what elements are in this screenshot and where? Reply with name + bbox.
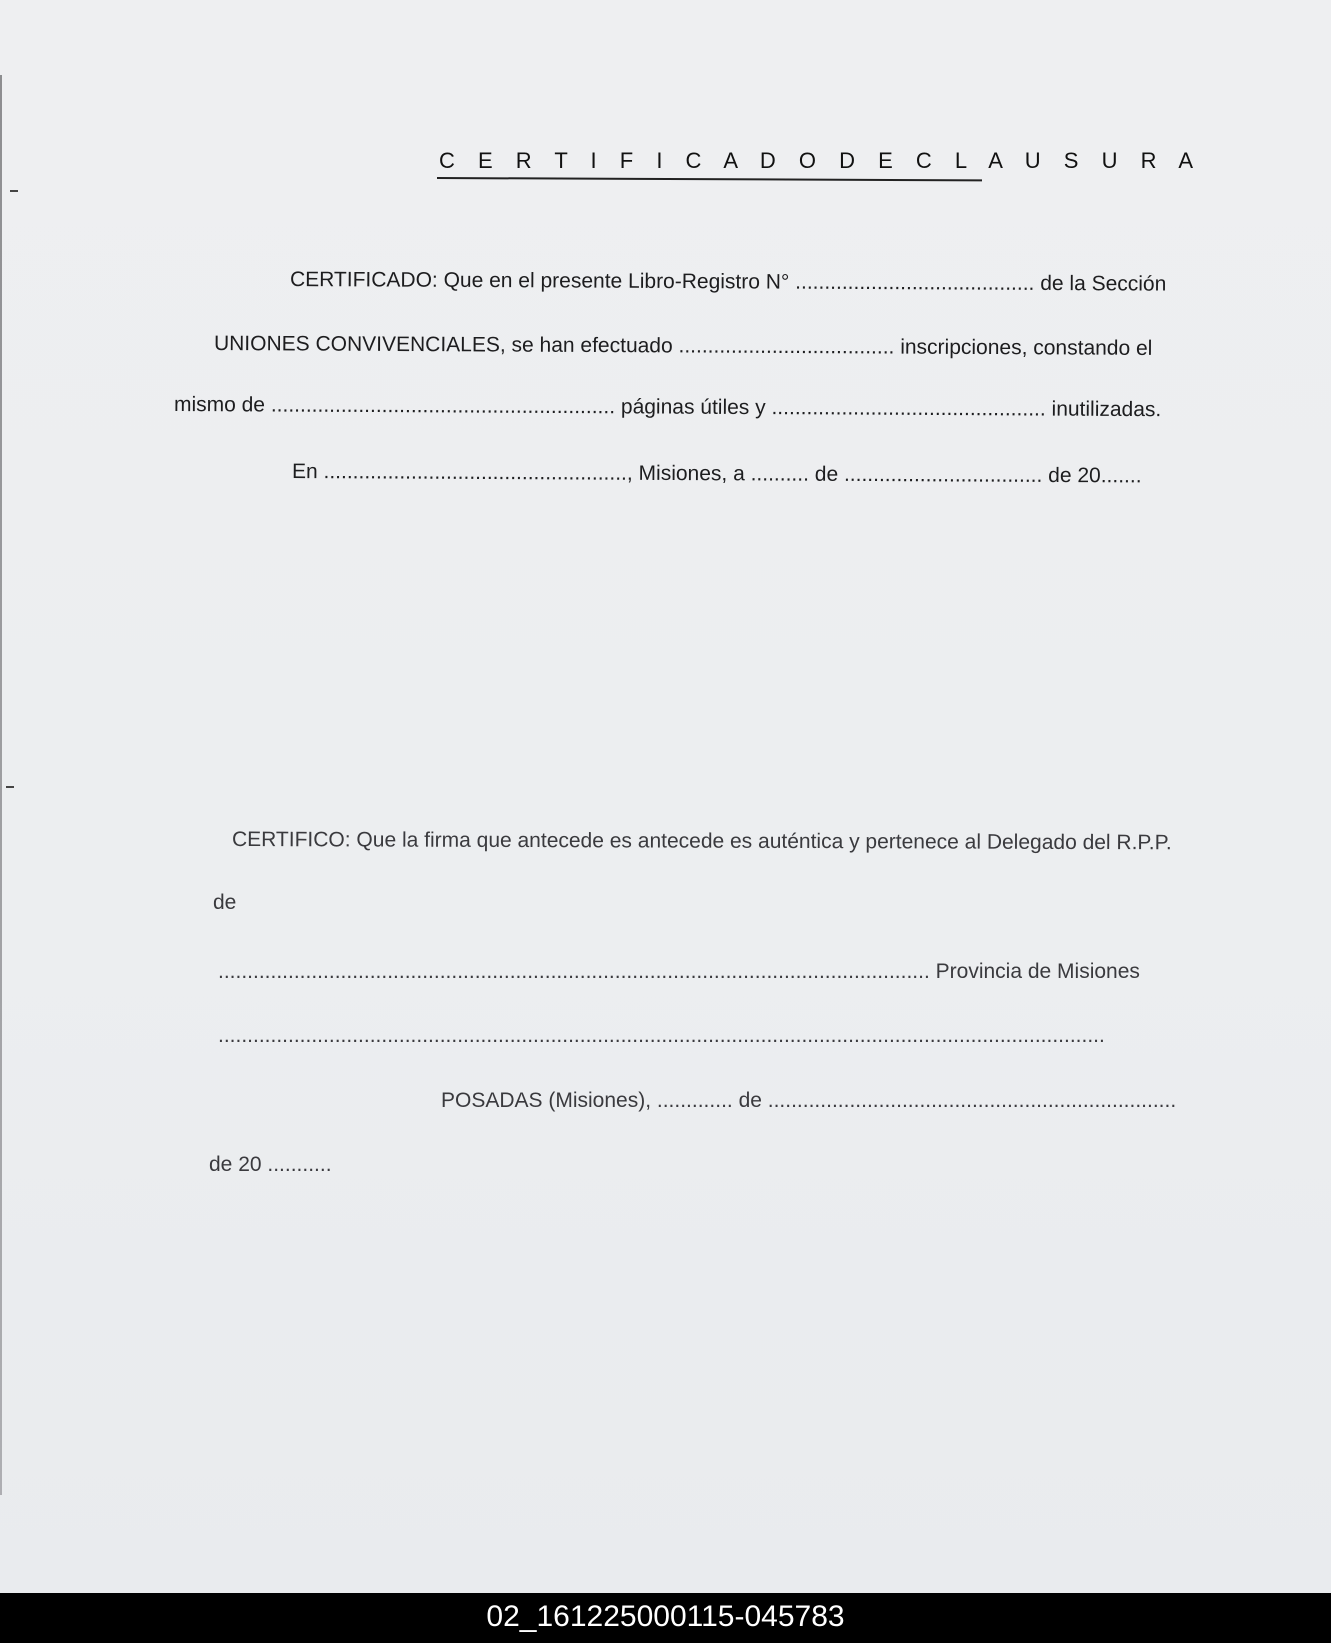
body-line-2: UNIONES CONVIVENCIALES, se han efectuado ..................................... inscripciones, constando el [213, 332, 1153, 360]
scan-mark [6, 786, 14, 788]
body-line-6: de [213, 891, 237, 914]
scan-id-footer [0, 1593, 1331, 1643]
scan-mark [10, 190, 18, 192]
body-line-3: mismo de ........................................................... páginas útiles y ............................................... inutilizadas. [173, 393, 1162, 422]
body-line-8: ........................................................................................................................................................ [218, 1024, 1105, 1047]
body-line-1: CERTIFICADO: Que en el presente Libro-Registro N° ......................................... de la Sección [289, 268, 1167, 296]
body-line-9: POSADAS (Misiones), ............. de ...................................................................... [441, 1089, 1177, 1112]
certificate-title: C E R T I F I C A D O D E C L A U S U R A [439, 148, 1202, 173]
body-line-10: de 20 ........... [209, 1153, 332, 1176]
body-line-7: .......................................................................................................................... Provincia de Misiones [218, 960, 1140, 983]
page-edge-shadow [0, 75, 2, 1495]
body-line-4: En ...................................................., Misiones, a .......... de .................................. de 20....... [291, 460, 1142, 488]
title-underline [437, 177, 982, 181]
body-line-5: CERTIFICO: Que la firma que antecede es antecede es auténtica y pertenece al Delegado del R.P.P. [231, 828, 1172, 855]
scan-id-label: 02_161225000115-045783 [486, 1600, 845, 1633]
